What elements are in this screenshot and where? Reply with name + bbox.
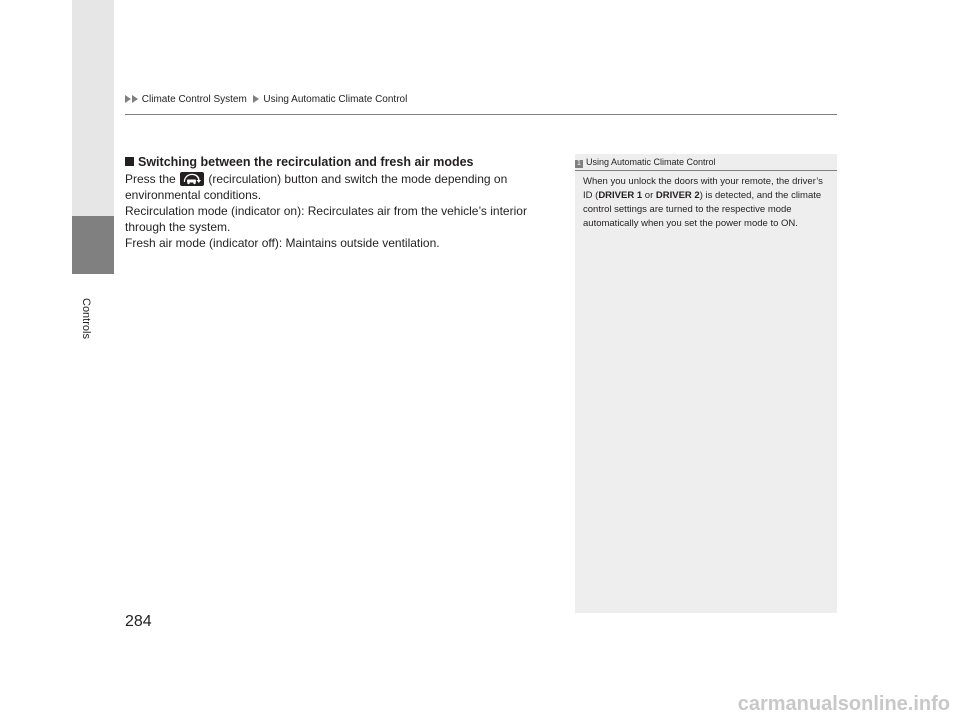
- recirculation-mode-paragraph: Recirculation mode (indicator on): Recirculates air from the vehicle’s interior through the system.: [125, 204, 527, 234]
- main-content: [125, 154, 560, 251]
- bullet-square-icon: [125, 157, 134, 166]
- section-heading-text: Switching between the recirculation and fresh air modes: [138, 155, 474, 169]
- breadcrumb-arrow-icon: [125, 95, 131, 103]
- note-title: [575, 157, 837, 168]
- breadcrumb: [125, 94, 407, 105]
- side-tab-marker: [72, 216, 114, 274]
- breadcrumb-arrow-icon: [132, 95, 138, 103]
- breadcrumb-item-climate-control[interactable]: Climate Control System: [141, 94, 247, 105]
- side-tab-background: [72, 0, 114, 216]
- note-reference-icon: 1: [575, 160, 583, 168]
- recirculation-icon: [180, 172, 204, 186]
- instruction-text-end: (recirculation) button and switch the mode depending on environmental conditions.: [125, 172, 508, 202]
- driver-1-label: DRIVER 1: [598, 190, 643, 201]
- section-heading: [125, 154, 560, 170]
- note-body: [583, 175, 833, 231]
- instruction-text-start: Press the: [125, 172, 176, 186]
- header-divider: [125, 114, 837, 115]
- note-text-part2: ) is detected, and the climate control settings are turned to the respective mode automatically when you set the power mode to ON.: [583, 190, 822, 229]
- watermark: carmanualsonline.info: [737, 693, 950, 715]
- fresh-air-mode-paragraph: Fresh air mode (indicator off): Maintains outside ventilation.: [125, 236, 440, 250]
- driver-2-label: DRIVER 2: [655, 190, 700, 201]
- note-title-text: Using Automatic Climate Control: [586, 157, 716, 167]
- note-text-or: or: [642, 190, 656, 201]
- instruction-paragraph: [125, 171, 560, 203]
- breadcrumb-arrow-icon: [253, 95, 259, 103]
- note-text-part1: When you unlock the doors with your remote, the driver’s ID (: [583, 176, 823, 201]
- side-tab-label: Controls: [80, 298, 92, 339]
- page-number: 284: [125, 613, 152, 630]
- note-divider: [575, 170, 837, 171]
- breadcrumb-item-automatic-climate[interactable]: Using Automatic Climate Control: [263, 94, 408, 105]
